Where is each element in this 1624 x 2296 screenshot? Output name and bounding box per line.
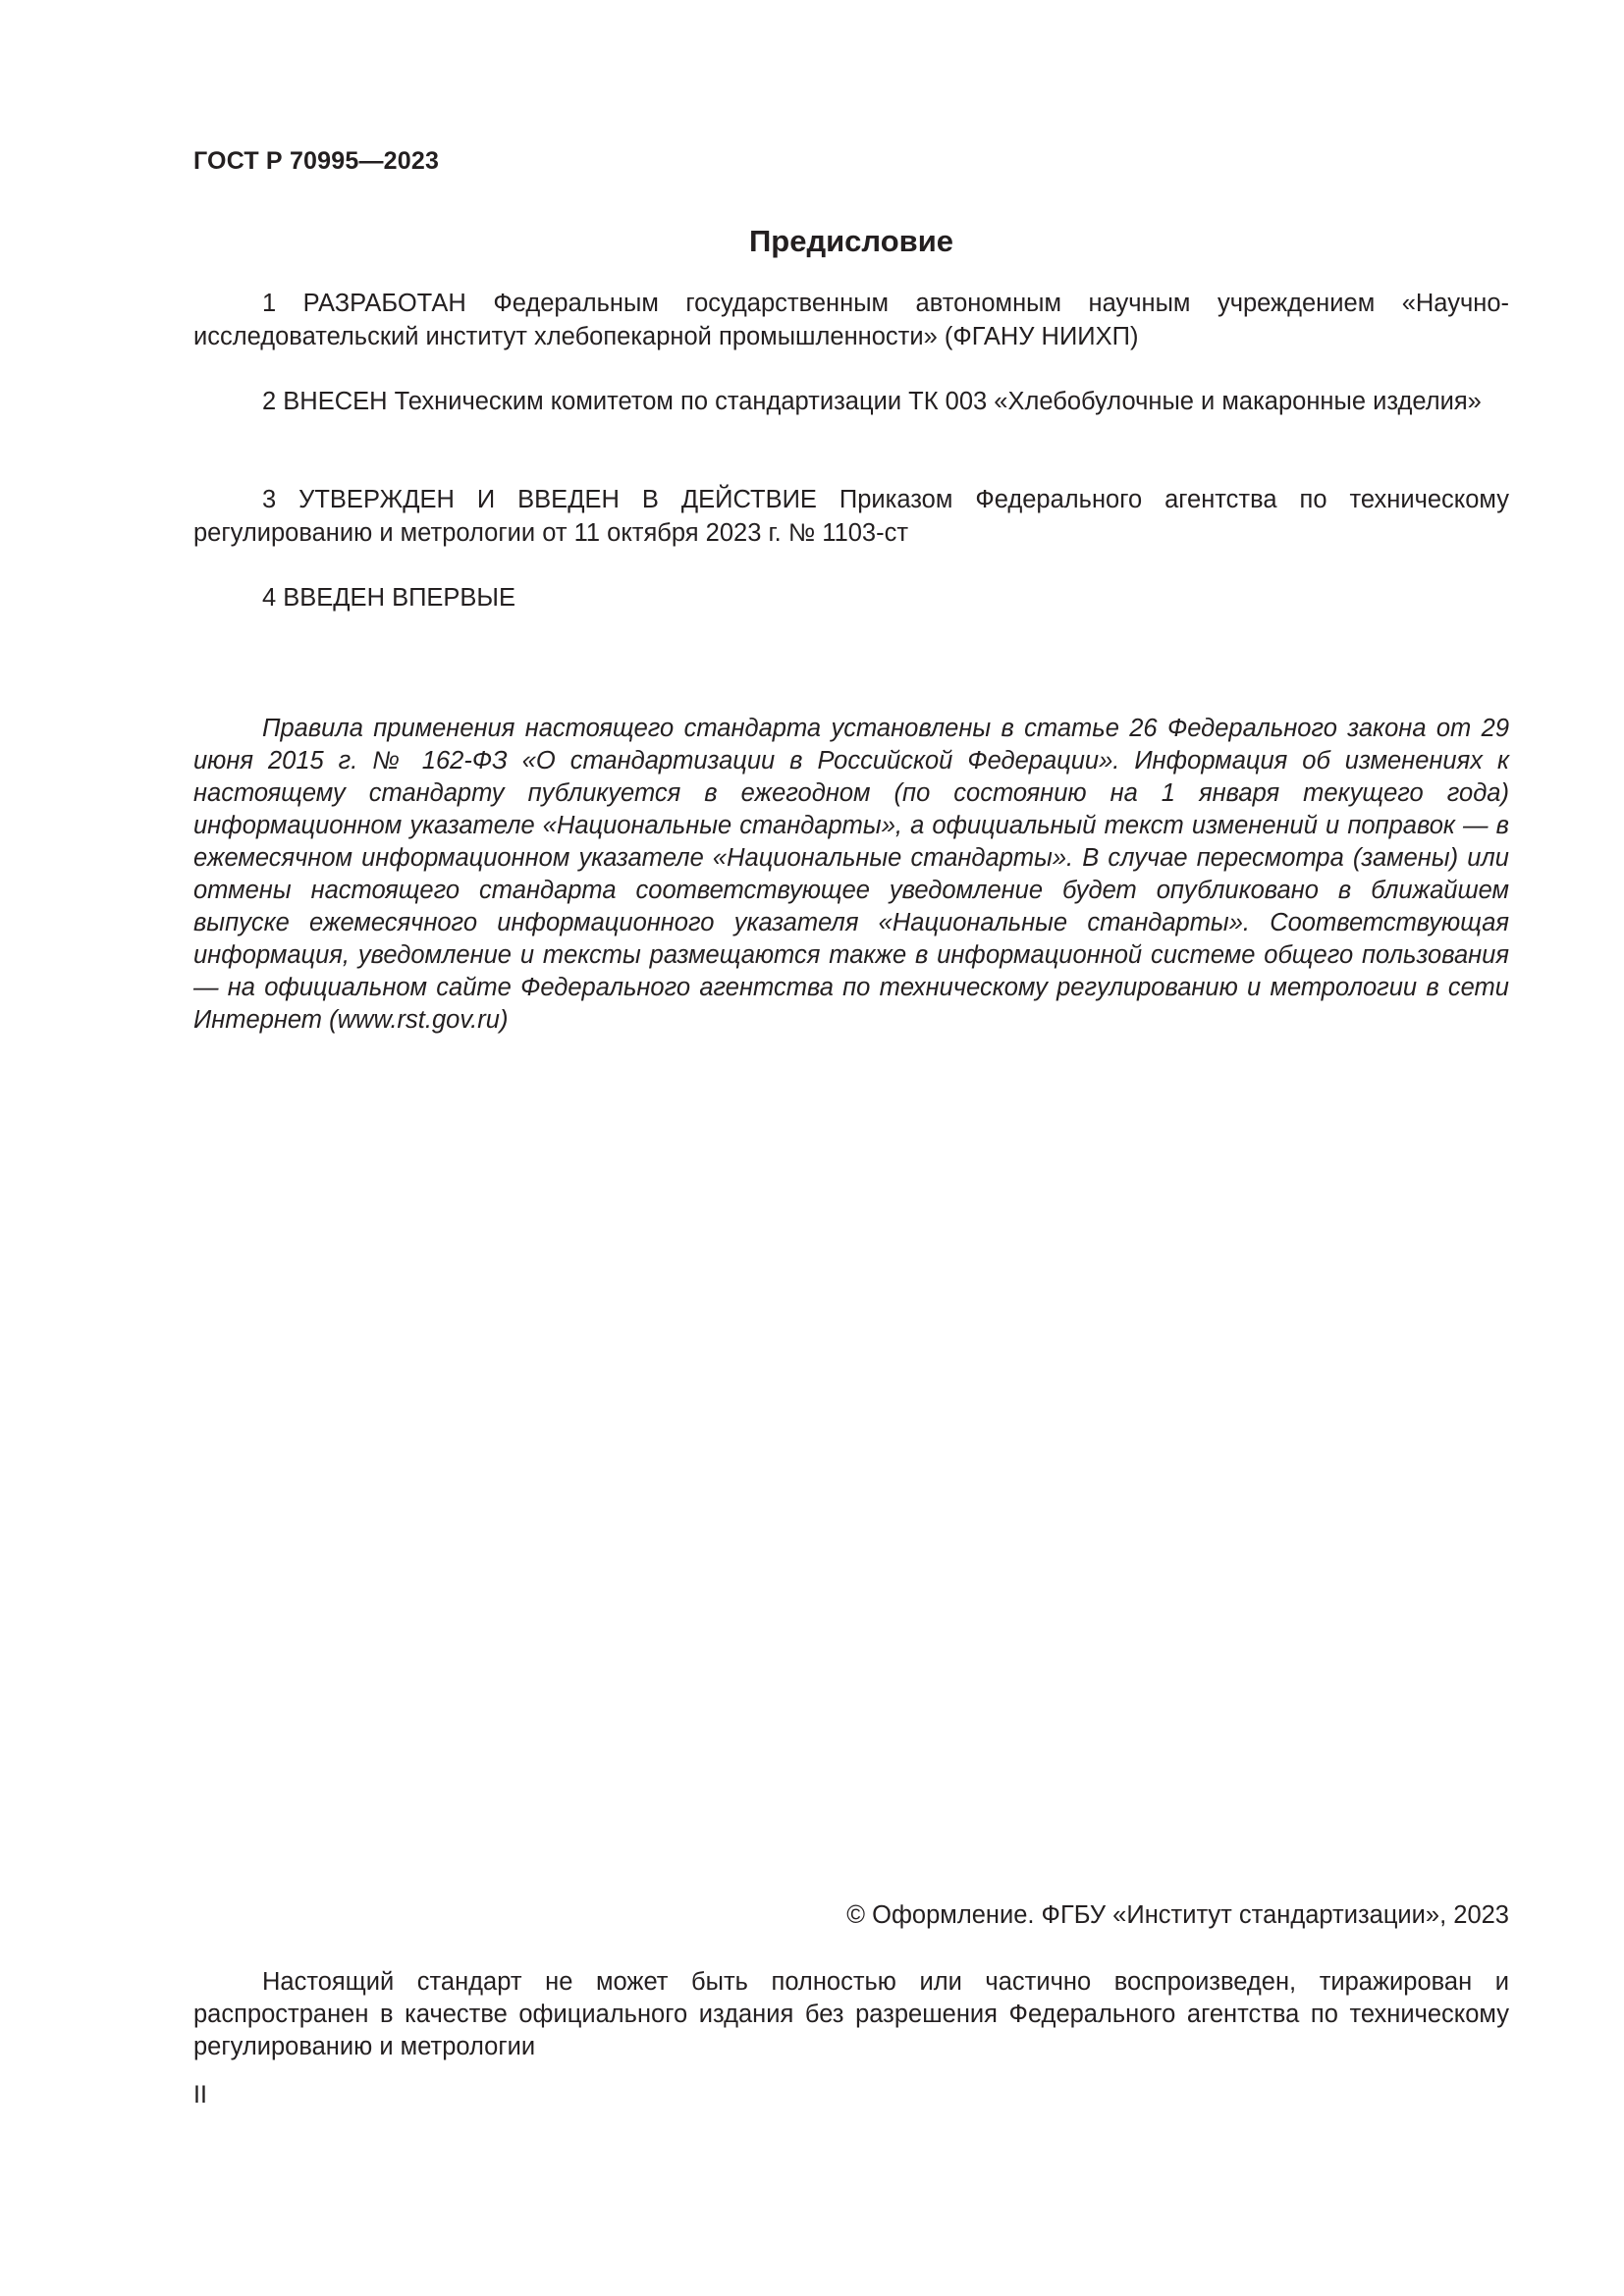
page-number: II <box>193 2081 207 2109</box>
foreword-item-developed: 1 РАЗРАБОТАН Федеральным государственным автономным научным учреждением «Научно-исследовательский институт хлебопекарной промышленности» (ФГАНУ НИИХП) <box>193 290 1509 350</box>
reproduction-rights-notice: Настоящий стандарт не может быть полностью или частично воспроизведен, тиражирован и распространен в качестве официального издания без разрешения Федерального агентства по техническому регулированию и метрологии <box>193 1968 1509 2060</box>
application-rules-note: Правила применения настоящего стандарта установлены в статье 26 Федерального закона от 29 июня 2015 г. № 162-ФЗ «О стандартизации в Российской Федерации». Информация об изменениях к настоящему стандарту публикуется в ежегодном (по состоянию на 1 января текущего года) информационном указателе «Национальные стандарты», а официальный текст изменений и поправок — в ежемесячном информационном указателе «Национальные стандарты». В случае пересмотра (замены) или отмены настоящего стандарта соответствующее уведомление будет опубликовано в ближайшем выпуске ежемесячного информационного указателя «Национальные стандарты». Соответствующая информация, уведомление и тексты размещаются также в информационной системе общего пользования — на официальном сайте Федерального агентства по техническому регулированию и метрологии в сети Интернет (www.rst.gov.ru) <box>193 715 1509 1034</box>
foreword-item-introduced: 4 ВВЕДЕН ВПЕРВЫЕ <box>262 584 516 612</box>
document-id-header: ГОСТ Р 70995—2023 <box>193 147 440 175</box>
copyright-line: © Оформление. ФГБУ «Институт стандартизации», 2023 <box>846 1901 1509 1929</box>
page-title: Предисловие <box>748 224 953 258</box>
foreword-item-submitted: 2 ВНЕСЕН Техническим комитетом по стандартизации ТК 003 «Хлебобулочные и макаронные изделия» <box>262 388 1482 415</box>
foreword-item-approved: 3 УТВЕРЖДЕН И ВВЕДЕН В ДЕЙСТВИЕ Приказом Федерального агентства по техническому регулированию и метрологии от 11 октября 2023 г. № 1103-ст <box>193 486 1509 547</box>
